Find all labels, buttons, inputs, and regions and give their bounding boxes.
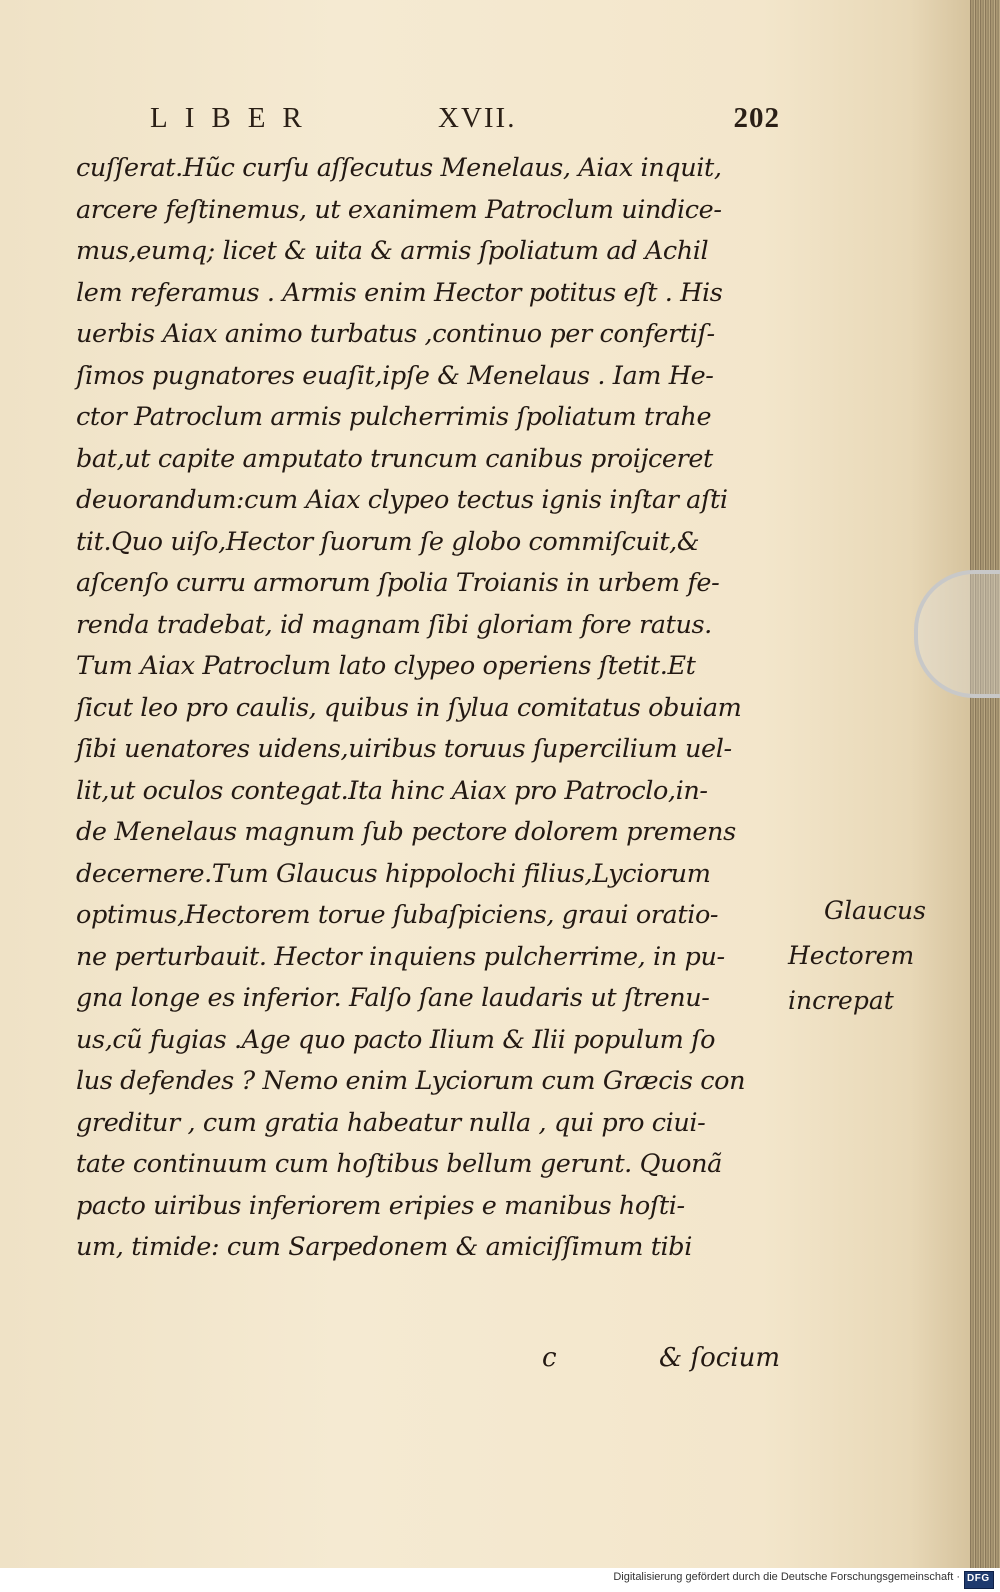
text-line: lus defendes ? Nemo enim Lyciorum cum Græcis con	[76, 1066, 746, 1096]
footer-bar	[0, 1568, 1000, 1592]
catchword-line	[520, 1343, 780, 1385]
text-line: decernere.Tum Glaucus hippolochi filius,Lyciorum	[76, 858, 711, 889]
running-head-title: LIBER	[150, 102, 319, 134]
text-line: renda tradebat, id magnam ſibi gloriam fore ratus.	[76, 609, 712, 640]
text-line: mus,eumq; licet & uita & armis ſpoliatum ad Achil	[76, 236, 709, 266]
dfg-logo	[964, 1571, 994, 1589]
text-line: greditur , cum gratia habeatur nulla , qui pro ciui-	[76, 1107, 706, 1138]
page-edge	[970, 0, 1000, 1568]
text-line: lem referamus . Armis enim Hector potitus eſt . His	[76, 277, 723, 308]
text-line: bat,ut capite amputato truncum canibus proijceret	[76, 443, 713, 474]
text-line: deuorandum:cum Aiax clypeo tectus ignis inſtar aſti	[76, 485, 728, 515]
text-line: arcere feſtinemus, ut exanimem Patroclum uindice-	[76, 194, 722, 225]
text-line: optimus,Hectorem torue ſubaſpiciens, graui oratio-	[76, 900, 719, 930]
text-line: us,cũ fugias .Age quo pacto Ilium & Ilii populum ſo	[76, 1024, 716, 1055]
text-line: gna longe es inferior. Falſo ſane laudaris ut ſtrenu-	[76, 983, 710, 1013]
text-line: um, timide: cum Sarpedonem & amiciſſimum tibi	[76, 1232, 692, 1262]
catchword: & ſocium	[659, 1343, 780, 1373]
text-line: de Menelaus magnum ſub pectore dolorem premens	[76, 817, 736, 847]
marginal-note-line: increpat	[788, 986, 894, 1015]
text-line: ne perturbauit. Hector inquiens pulcherrime, in pu-	[76, 941, 725, 972]
book-number: XVII.	[438, 102, 517, 134]
text-line: lit,ut oculos contegat.Ita hinc Aiax pro Patroclo,in-	[76, 775, 708, 806]
text-line: ſicut leo pro caulis, quibus in ſylua comitatus obuiam	[76, 692, 742, 723]
text-line: ctor Patroclum armis pulcherrimis ſpoliatum trahe	[76, 402, 712, 432]
text-line: tate continuum cum hoſtibus bellum gerunt. Quonã	[76, 1149, 722, 1179]
marginal-note-line: Glaucus	[824, 896, 926, 925]
folio-number: 202	[733, 102, 780, 134]
running-head	[150, 102, 780, 142]
text-line: cuſſerat.Hũc curſu aſſecutus Menelaus, Aiax inquit,	[76, 153, 722, 183]
text-line: Tum Aiax Patroclum lato clypeo operiens ſtetit.Et	[76, 651, 696, 681]
body-text	[76, 148, 776, 1269]
text-line: tit.Quo uiſo,Hector ſuorum ſe globo commiſcuit,&	[76, 526, 700, 557]
marginal-note-line: Hectorem	[788, 941, 915, 970]
text-line: pacto uiribus inferiorem eripies e manibus hoſti-	[76, 1190, 685, 1221]
text-line: ſimos pugnatores euaſit,ipſe & Menelaus . Iam He-	[76, 360, 714, 391]
signature-mark: c	[542, 1343, 557, 1373]
text-line: ſibi uenatores uidens,uiribus toruus ſupercilium uel-	[76, 734, 732, 764]
text-line: uerbis Aiax animo turbatus ,continuo per confertiſ-	[76, 319, 715, 349]
text-line: aſcenſo curru armorum ſpolia Troianis in urbem fe-	[76, 568, 720, 598]
funding-credit: Digitalisierung gefördert durch die Deutsche Forschungsgemeinschaft ·	[613, 1571, 960, 1583]
dfg-logo-text: DFG	[967, 1573, 990, 1584]
marginal-note	[788, 888, 938, 1023]
